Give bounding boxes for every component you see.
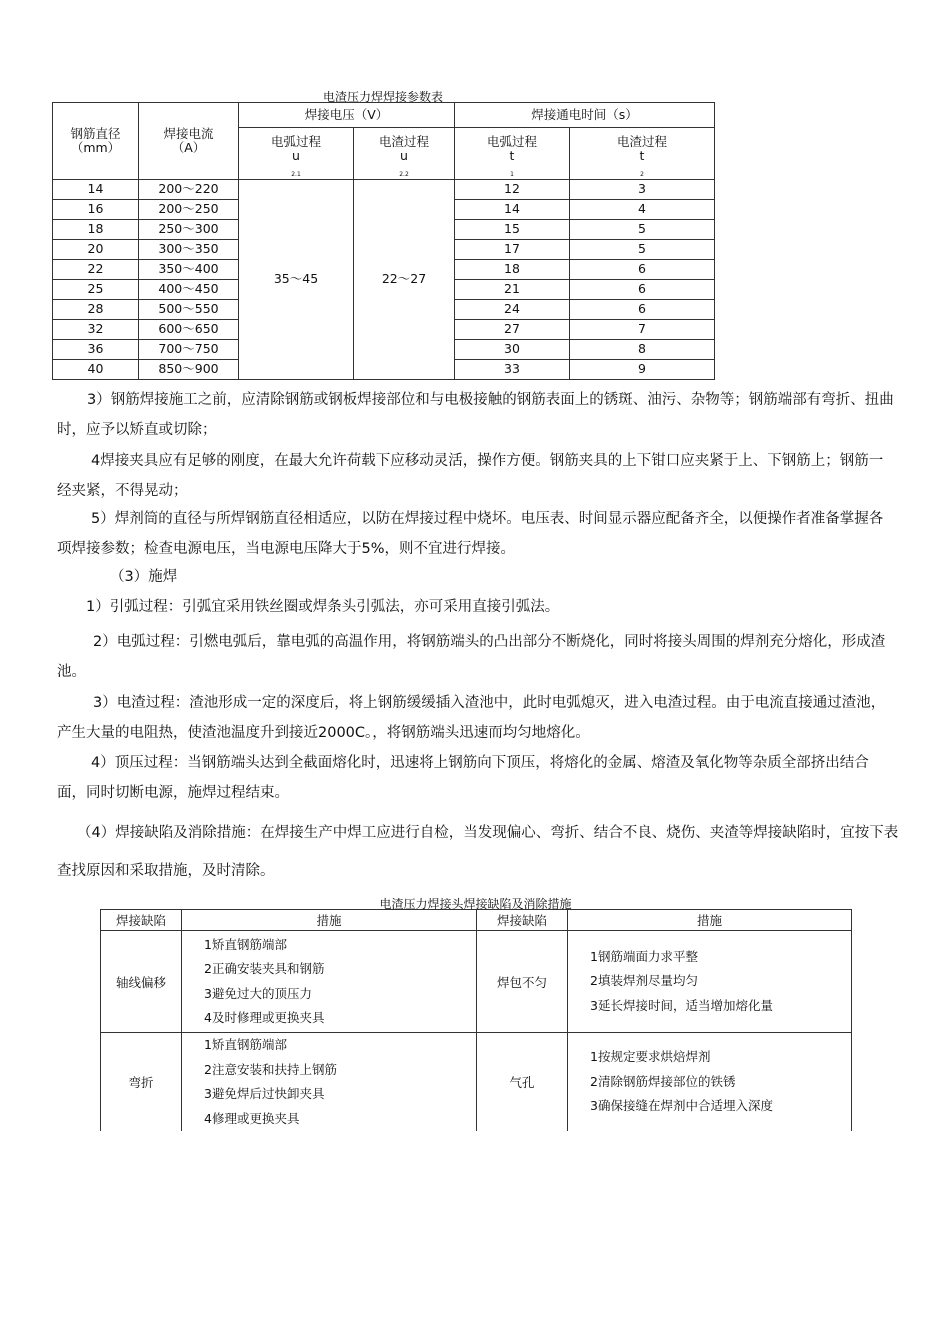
cell-time-arc: 30 [455,340,570,360]
header-time-arc: 电弧过程 t [455,128,570,171]
cell-time-arc: 21 [455,280,570,300]
welding-parameter-table [52,102,715,380]
defect-uneven-bulge: 焊包不匀 [477,931,568,1033]
subscript-t2: 2 [570,170,715,180]
paragraph-cleaning: 3）钢筋焊接施工之前，应清除钢筋或钢板焊接部位和与电极接触的钢筋表面上的锈斑、油污、杂物等；钢筋端部有弯折、扭曲时，应予以矫直或切除； [57,392,894,438]
cell-time-slag: 5 [570,220,715,240]
defect-measures-table [100,909,852,1131]
section-heading-welding: （3）施焊 [110,569,178,585]
cell-time-arc: 33 [455,360,570,380]
header-time: 焊接通电时间（s） [455,103,715,128]
cell-current: 400～450 [139,280,239,300]
subscript-u2: 2.2 [354,170,455,180]
cell-diameter: 20 [53,240,139,260]
cell-time-arc: 14 [455,200,570,220]
header-voltage-arc: 电弧过程 u [239,128,354,171]
cell-diameter: 25 [53,280,139,300]
header-defect-b: 焊接缺陷 [477,910,568,931]
list-item: 1矫直钢筋端部 [204,936,287,952]
list-item: 2清除钢筋焊接部位的铁锈 [590,1073,736,1089]
paragraph-slag-process: 3）电渣过程：渣池形成一定的深度后，将上钢筋缓缓插入渣池中，此时电弧熄灭，进入电渣过程。由于电流直接通过渣池，产生大量的电阻热，使渣池温度升到接近2000C。，将钢筋端头迅速而均匀地熔化。 [57,695,886,741]
cell-current: 300～350 [139,240,239,260]
cell-diameter: 36 [53,340,139,360]
cell-time-slag: 3 [570,180,715,200]
subscript-u1: 2.1 [239,170,354,180]
table-row [101,931,852,1033]
cell-voltage-slag: 22～27 [354,180,455,380]
defect-bending: 弯折 [101,1033,182,1132]
subscript-t1: 1 [455,170,570,180]
cell-current: 850～900 [139,360,239,380]
paragraph-clamp: 4焊接夹具应有足够的刚度，在最大允许荷载下应移动灵活，操作方便。钢筋夹具的上下钳口应夹紧于上、下钢筋上；钢筋一经夹紧，不得晃动； [57,453,884,499]
cell-time-slag: 6 [570,300,715,320]
table-row [101,1033,852,1132]
cell-diameter: 14 [53,180,139,200]
cell-diameter: 16 [53,200,139,220]
measures-axis-offset [182,931,477,1033]
cell-diameter: 18 [53,220,139,240]
header-voltage: 焊接电压（V） [239,103,455,128]
table2-title: 电渣压力焊接头焊接缺陷及消除措施 [379,897,572,911]
defect-axis-offset: 轴线偏移 [101,931,182,1033]
list-item: 2注意安装和扶持上钢筋 [204,1061,337,1077]
cell-current: 700～750 [139,340,239,360]
paragraph-defects: （4）焊接缺陷及消除措施：在焊接生产中焊工应进行自检，当发现偏心、弯折、结合不良、烧伤、夹渣等焊接缺陷时，宜按下表查找原因和采取措施，及时清除。 [57,825,899,879]
paragraph-flux-tube: 5）焊剂筒的直径与所焊钢筋直径相适应，以防在焊接过程中烧坏。电压表、时间显示器应配备齐全，以便操作者准备掌握各项焊接参数；检查电源电压，当电源电压降大于5%，则不宜进行焊接。 [57,511,884,557]
defect-porosity: 气孔 [477,1033,568,1132]
cell-time-arc: 18 [455,260,570,280]
measures-uneven-bulge [568,931,852,1033]
table1-title: 电渣压力焊焊接参数表 [322,90,443,104]
cell-current: 250～300 [139,220,239,240]
list-item: 1按规定要求烘焙焊剂 [590,1049,711,1065]
list-item: 3避免焊后过快卸夹具 [204,1086,325,1101]
measures-bending [182,1033,477,1132]
cell-time-arc: 15 [455,220,570,240]
header-time-slag: 电渣过程 t [570,128,715,171]
cell-time-slag: 9 [570,360,715,380]
cell-time-arc: 17 [455,240,570,260]
header-diameter: 钢筋直径 （mm） [53,103,139,180]
measures-porosity [568,1033,852,1132]
cell-current: 200～250 [139,200,239,220]
paragraph-arc-start: 1）引弧过程：引弧宜采用铁丝圈或焊条头引弧法，亦可采用直接引弧法。 [86,599,560,615]
cell-time-slag: 4 [570,200,715,220]
header-defect-a: 焊接缺陷 [101,910,182,931]
cell-diameter: 40 [53,360,139,380]
list-item: 4及时修理或更换夹具 [204,1010,325,1025]
cell-time-slag: 6 [570,280,715,300]
header-voltage-slag: 电渣过程 u [354,128,455,171]
header-measure-b: 措施 [568,910,852,931]
cell-time-slag: 5 [570,240,715,260]
list-item: 2填装焊剂尽量均匀 [590,973,698,989]
cell-time-arc: 24 [455,300,570,320]
cell-current: 200～220 [139,180,239,200]
cell-time-slag: 8 [570,340,715,360]
list-item: 1矫直钢筋端部 [204,1037,287,1052]
cell-current: 600～650 [139,320,239,340]
cell-current: 350～400 [139,260,239,280]
paragraph-upset-process: 4）顶压过程：当钢筋端头达到全截面熔化时，迅速将上钢筋向下顶压，将熔化的金属、熔渣及氧化物等杂质全部挤出结合面，同时切断电源，施焊过程结束。 [57,755,869,801]
paragraph-arc-process: 2）电弧过程：引燃电弧后，靠电弧的高温作用，将钢筋端头的凸出部分不断烧化，同时将接头周围的焊剂充分熔化，形成渣池。 [57,634,886,680]
cell-diameter: 22 [53,260,139,280]
cell-diameter: 32 [53,320,139,340]
cell-time-arc: 27 [455,320,570,340]
cell-time-arc: 12 [455,180,570,200]
list-item: 3避免过大的顶压力 [204,985,312,1001]
list-item: 1钢筋端面力求平整 [590,948,698,964]
list-item: 3延长焊接时间，适当增加熔化量 [590,997,773,1013]
cell-diameter: 28 [53,300,139,320]
cell-current: 500～550 [139,300,239,320]
list-item: 4修理或更换夹具 [204,1110,300,1126]
table-row [53,180,715,200]
list-item: 3确保接缝在焊剂中合适埋入深度 [590,1098,773,1114]
cell-voltage-arc: 35～45 [239,180,354,380]
cell-time-slag: 6 [570,260,715,280]
header-measure-a: 措施 [182,910,477,931]
header-current: 焊接电流 （A） [139,103,239,180]
cell-time-slag: 7 [570,320,715,340]
list-item: 2正确安装夹具和钢筋 [204,961,325,976]
